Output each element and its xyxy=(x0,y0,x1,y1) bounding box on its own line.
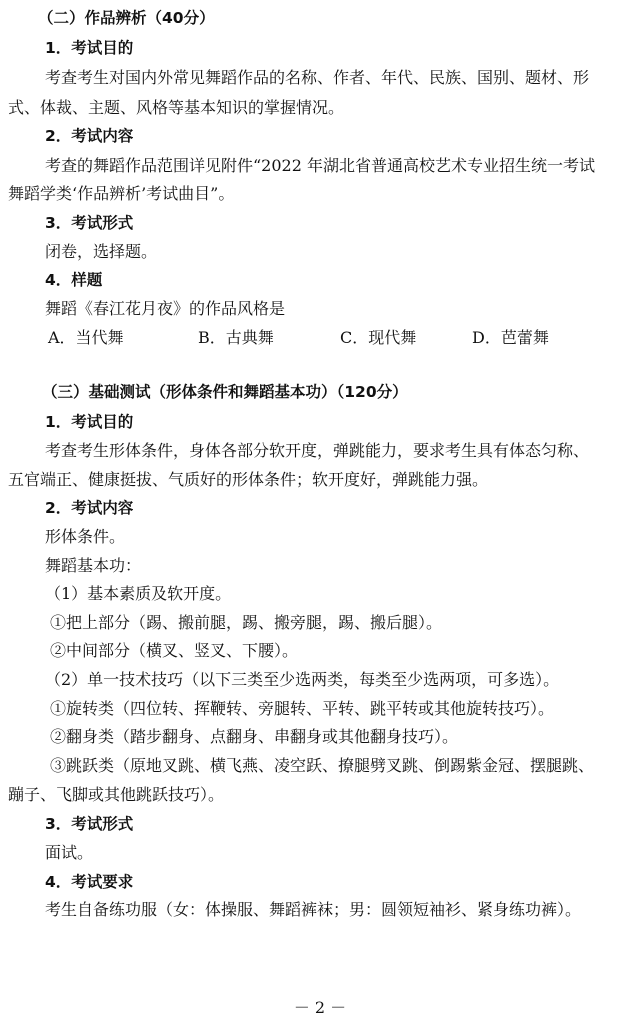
content-line: （1）基本素质及软开度。 xyxy=(45,584,232,603)
section-3-content-heading: 2．考试内容 xyxy=(45,499,134,517)
option-d: D．芭蕾舞 xyxy=(472,328,549,347)
section-2-heading: （二）作品辨析（40分） xyxy=(38,9,215,27)
content-line: ①旋转类（四位转、挥鞭转、旁腿转、平转、跳平转或其他旋转技巧）。 xyxy=(50,699,555,718)
content-line: ②中间部分（横叉、竖叉、下腰）。 xyxy=(50,641,299,660)
section-3-purpose-text-line-1: 考查考生形体条件，身体各部分软开度，弹跳能力，要求考生具有体态匀称、 xyxy=(45,441,590,460)
section-3-form-heading: 3．考试形式 xyxy=(45,815,134,833)
section-2-sample-heading: 4．样题 xyxy=(45,271,103,289)
section-3-requirements-text: 考生自备练功服（女：体操服、舞蹈裤袜；男：圆领短袖衫、紧身练功裤）。 xyxy=(45,900,582,919)
option-c: C．现代舞 xyxy=(340,328,417,347)
content-line: ③跳跃类（原地叉跳、横飞燕、凌空跃、撩腿劈叉跳、倒踢紫金冠、摆腿跳、 xyxy=(50,756,595,775)
section-2-purpose-text-line-1: 考查考生对国内外常见舞蹈作品的名称、作者、年代、民族、国别、题材、形 xyxy=(45,68,590,87)
section-2-purpose-heading: 1．考试目的 xyxy=(45,39,134,57)
content-line: 形体条件。 xyxy=(45,527,126,546)
page-number: － 2 － xyxy=(293,998,347,1017)
section-2-purpose-text-line-2: 式、体裁、主题、风格等基本知识的掌握情况。 xyxy=(8,98,345,117)
sample-question: 舞蹈《春江花月夜》的作品风格是 xyxy=(45,299,286,318)
section-2-form-heading: 3．考试形式 xyxy=(45,214,134,232)
section-2-content-text-line-2: 舞蹈学类‘作品辨析’考试曲目”。 xyxy=(8,184,235,203)
content-line: ①把上部分（踢、搬前腿，踢、搬旁腿，踢、搬后腿）。 xyxy=(50,613,443,632)
section-2-form-text: 闭卷，选择题。 xyxy=(45,242,158,261)
content-line: （2）单一技术技巧（以下三类至少选两类，每类至少选两项，可多选）。 xyxy=(45,670,560,689)
section-2-content-text-line-1: 考查的舞蹈作品范围详见附件“2022 年湖北省普通高校艺术专业招生统一考试 xyxy=(45,156,595,175)
option-a: A．当代舞 xyxy=(48,328,124,347)
section-3-purpose-text-line-2: 五官端正、健康挺拔、气质好的形体条件；软开度好，弹跳能力强。 xyxy=(8,470,489,489)
section-2-content-heading: 2．考试内容 xyxy=(45,127,134,145)
section-3-heading: （三）基础测试（形体条件和舞蹈基本功）（120分） xyxy=(42,383,408,401)
content-line: 蹦子、飞脚或其他跳跃技巧）。 xyxy=(8,785,225,804)
section-3-form-text: 面试。 xyxy=(45,843,94,862)
content-line: ②翻身类（踏步翻身、点翻身、串翻身或其他翻身技巧）。 xyxy=(50,727,459,746)
section-3-requirements-heading: 4．考试要求 xyxy=(45,873,134,891)
option-b: B．古典舞 xyxy=(198,328,274,347)
content-line: 舞蹈基本功： xyxy=(45,556,142,575)
section-3-purpose-heading: 1．考试目的 xyxy=(45,413,134,431)
